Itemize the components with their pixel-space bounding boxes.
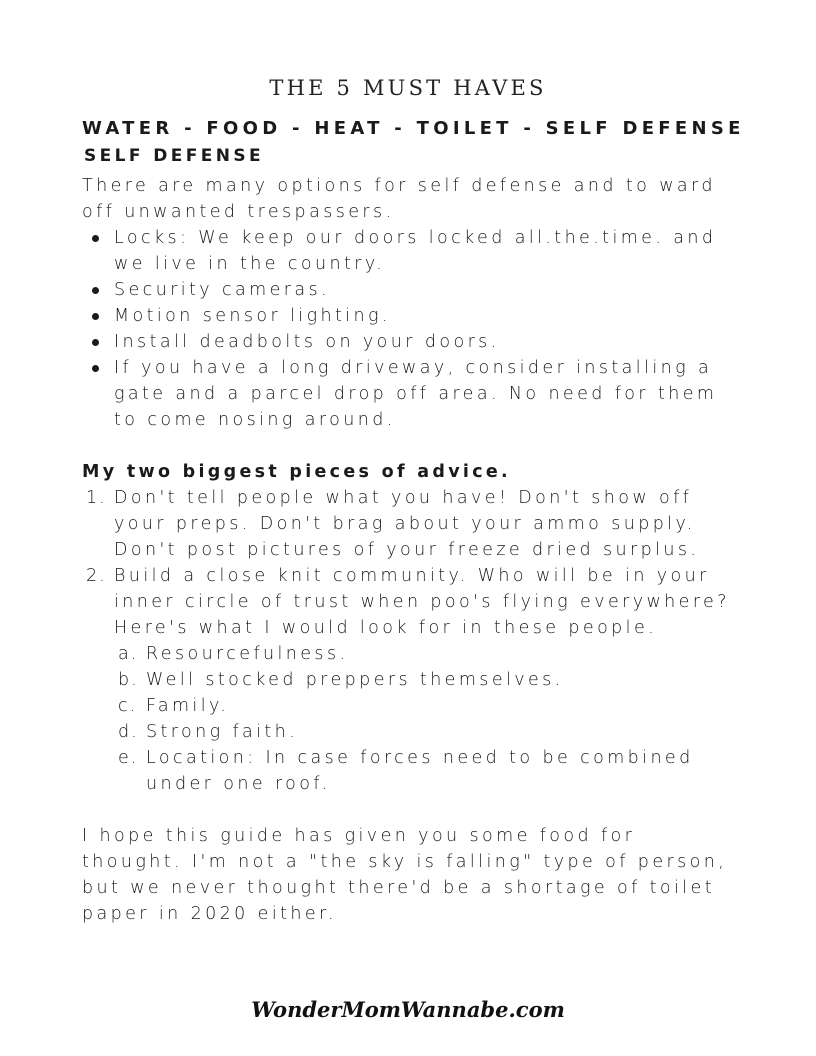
list-letter: a. <box>118 644 139 664</box>
list-item-text: Security cameras. <box>114 280 330 300</box>
list-item <box>82 277 742 303</box>
advice-list <box>82 485 742 797</box>
list-item-text: If you have a long driveway, consider installing a gate and a parcel drop off area. No need for them to come nosing around. <box>114 358 718 430</box>
intro-paragraph: There are many options for self defense and to ward off unwanted trespassers. <box>82 176 716 222</box>
list-letter: b. <box>118 670 139 690</box>
list-item-text: Motion sensor lighting. <box>114 306 391 326</box>
list-item-text: Install deadbolts on your doors. <box>114 332 500 352</box>
main-content <box>82 173 742 927</box>
bullet-icon <box>92 339 99 346</box>
advice-item-text: Build a close knit community. Who will be in your inner circle of trust when poo's flying everywhere? Here's what I would look for in these people. <box>114 566 730 638</box>
list-item <box>82 329 742 355</box>
list-item-text: Locks: We keep our doors locked all.the.time. and we live in the country. <box>114 228 717 274</box>
page-title: THE 5 MUST HAVES <box>269 76 547 100</box>
list-item <box>82 225 742 277</box>
advice-item <box>82 563 742 797</box>
list-number: 1. <box>86 488 107 508</box>
list-letter: e. <box>118 748 139 768</box>
trait-text: Strong faith. <box>146 722 299 742</box>
community-traits-list <box>114 641 742 797</box>
trait-item <box>114 693 742 719</box>
closing-paragraph: I hope this guide has given you some food for thought. I'm not a "the sky is falling" type of person, but we never thought there'd be a shortage of toilet paper in 2020 either. <box>82 826 728 924</box>
trait-text: Resourcefulness. <box>146 644 349 664</box>
website-footer: WonderMomWannabe.com <box>251 997 565 1022</box>
self-defense-list <box>82 225 742 433</box>
list-item <box>82 303 742 329</box>
bullet-icon <box>92 235 99 242</box>
list-item <box>82 355 742 433</box>
bullet-icon <box>92 365 99 372</box>
list-number: 2. <box>86 566 107 586</box>
advice-item <box>82 485 742 563</box>
trait-item <box>114 719 742 745</box>
trait-text: Location: In case forces need to be combined under one roof. <box>146 748 694 794</box>
must-haves-tagline: WATER - FOOD - HEAT - TOILET - SELF DEFENSE <box>82 118 745 139</box>
bullet-icon <box>92 287 99 294</box>
bullet-icon <box>92 313 99 320</box>
trait-item <box>114 641 742 667</box>
advice-item-text: Don't tell people what you have! Don't show off your preps. Don't brag about your ammo supply. Don't post pictures of your freeze dried surplus. <box>114 488 700 560</box>
section-heading: SELF DEFENSE <box>84 146 265 166</box>
list-letter: c. <box>118 696 138 716</box>
trait-text: Family. <box>146 696 230 716</box>
advice-heading: My two biggest pieces of advice. <box>82 462 511 482</box>
trait-text: Well stocked preppers themselves. <box>146 670 564 690</box>
trait-item <box>114 745 742 797</box>
list-letter: d. <box>118 722 139 742</box>
trait-item <box>114 667 742 693</box>
